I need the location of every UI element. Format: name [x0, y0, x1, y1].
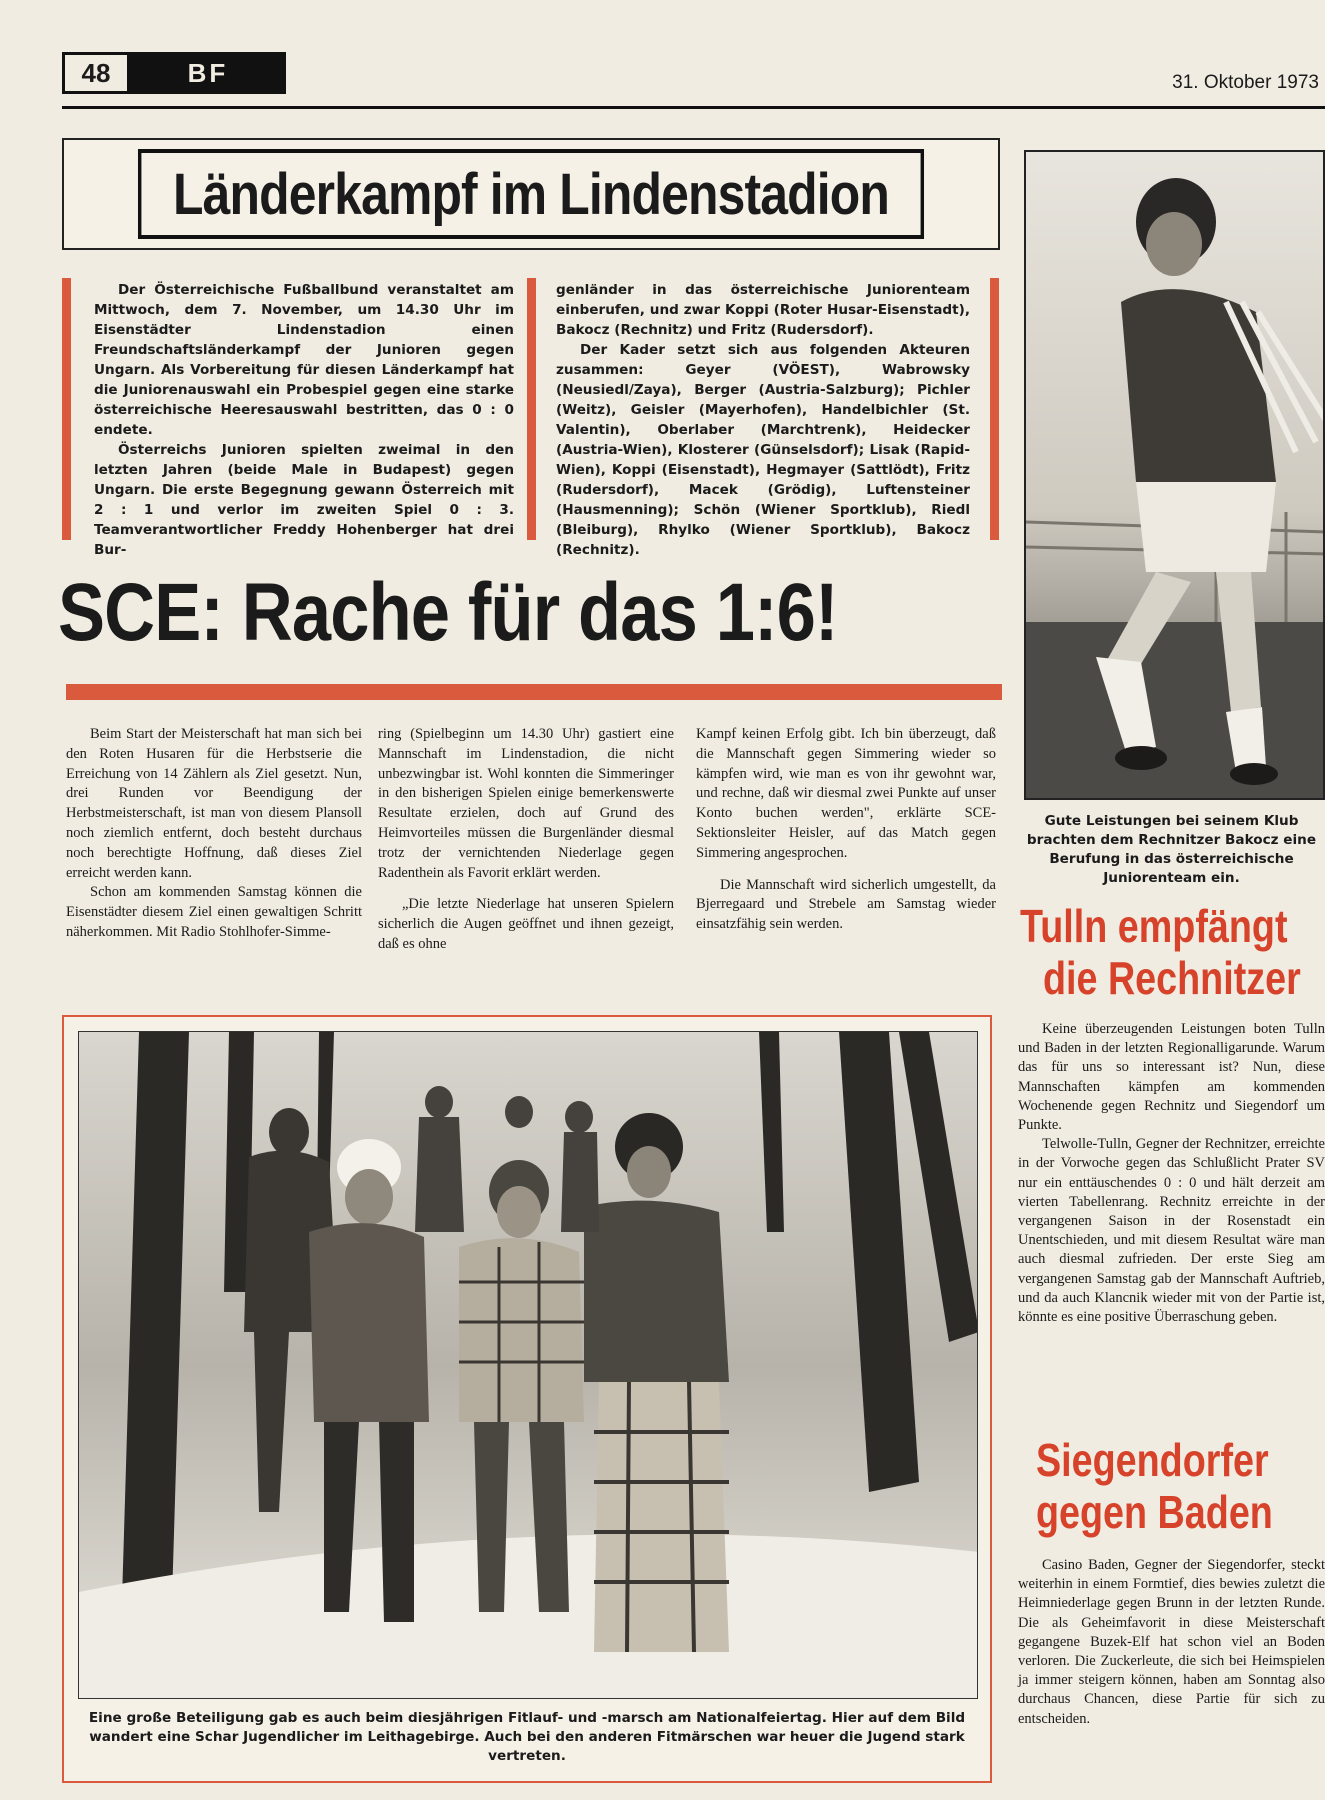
article2-column3 [696, 725, 996, 935]
red-side-bar [527, 278, 536, 540]
masthead [62, 52, 286, 94]
article1-column2 [556, 280, 970, 560]
article2-column2 [378, 725, 674, 955]
headline-box [62, 138, 1000, 250]
top-rule [62, 106, 1325, 109]
headline-tulln-line1: Tulln empfängt [1020, 900, 1288, 952]
article2-paragraph: Kampf keinen Erfolg gibt. Ich bin überzeugt, daß die Mannschaft gegen Simmering wieder so kämpfen wird, wie man es von ihr gewohnt war, und rechne, daß wir diesmal zwei Punkte auf unser Konto buchen werden", erklärte SCE-Sektionsleiter Heisler, auf das Match gegen Simmering angesprochen. [696, 726, 996, 861]
article3-paragraph: Telwolle-Tulln, Gegner der Rechnitzer, erreichte in der Vorwoche gegen das Schlußlicht Prater SV nur ein enttäuschendes 0 : 0 und hält derzeit am vierten Tabellenrang. Rechnitz erreichte in der vergangenen Saison in der Rosenstadt ein Unentschieden, und mit diesem Resultat wäre man auch diesmal zufrieden. Der erste Sieg am vergangenen Samstag gab der Mannschaft Auftrieb, und da auch Klancnik wieder mit von der Partie ist, könnte es eine positive Überraschung geben. [1018, 1136, 1325, 1326]
page-number: 48 [62, 52, 130, 94]
red-rule [66, 684, 1002, 700]
article4-paragraph: Casino Baden, Gegner der Siegendorfer, steckt weiterhin in einem Formtief, dies bewies zuletzt die Heimniederlage gegen Brunn in der letzten Runde. Die als Geheimfavorit in diese Meisterschaft gegangene Buzek-Elf hat schon viel an Boden verloren. Die Zuckerleute, die sich bei Heimspielen ja immer steigern können, haben am Sonntag also durchaus Chancen, diese Partie für sich zu entscheiden. [1018, 1557, 1325, 1727]
article4-body [1018, 1556, 1325, 1729]
article2-paragraph: Die Mannschaft wird sicherlich umgestellt, da Bjerregaard und Strebele am Samstag wieder einsatzfähig sein werden. [696, 876, 996, 933]
headline-tulln-line2: die Rechnitzer [1042, 952, 1301, 1004]
headline-tulln [1020, 900, 1325, 1012]
article2-column1 [66, 725, 362, 943]
section-label: BF [130, 52, 286, 94]
article1-paragraph: Der Österreichische Fußballbund veranstaltet am Mittwoch, dem 7. November, um 14.30 Uhr im Eisenstädter Lindenstadion einen Freundschaftsländerkampf der Junioren gegen Ungarn. Als Vorbereitung für diesen Länderkampf hat die Juniorenauswahl ein Probespiel gegen eine starke österreichische Heeresauswahl bestritten, das 0 : 0 endete. [94, 282, 514, 438]
article2-paragraph: Schon am kommenden Samstag können die Eisenstädter diesem Ziel einen gewaltigen Schritt näherkommen. Mit Radio Stohlhofer-Simme- [66, 884, 362, 940]
headline-sce: SCE: Rache für das 1:6! [58, 567, 838, 658]
headline-siegendorfer-line2: gegen Baden [1036, 1486, 1273, 1538]
red-side-bar [990, 278, 999, 540]
article3-paragraph: Keine überzeugenden Leistungen boten Tulln und Baden in der letzten Regionalligarunde. Warum das für uns so interessant ist? Nun, diese Mannschaften kämpfen am kommenden Wochenende gegen Rechnitz und Siegendorf um Punkte. [1018, 1021, 1325, 1134]
walk-caption: Eine große Beteiligung gab es auch beim diesjährigen Fitlauf- und -marsch am Nationalfeiertag. Hier auf dem Bild wandert eine Schar Jugendlicher im Leithagebirge. Auch bei den anderen Fitmärschen war heuer die Jugend stark vertreten. [88, 1710, 966, 1764]
article2-paragraph: „Die letzte Niederlage hat unseren Spielern sicherlich die Augen geöffnet und ihnen gezeigt, daß es ohne [378, 896, 674, 952]
player-caption: Gute Leistungen bei seinem Klub brachten dem Rechnitzer Bakocz eine Berufung in das österreichische Juniorenteam ein. [1026, 813, 1317, 886]
article1-paragraph: genländer in das österreichische Juniorenteam einberufen, und zwar Koppi (Roter Husar-Eisenstadt), Bakocz (Rechnitz) und Fritz (Rudersdorf). [556, 282, 970, 338]
walk-photo [78, 1031, 978, 1699]
player-image [1026, 152, 1325, 800]
walk-image [79, 1032, 978, 1699]
headline-siegendorfer-line1: Siegendorfer [1036, 1434, 1269, 1486]
article2-paragraph: ring (Spielbeginn um 14.30 Uhr) gastiert eine Mannschaft im Lindenstadion, die nicht unbezwingbar ist. Wohl konnten die Simmeringer in den bisherigen Spielen einige bemerkenswerte Resultate erzielen, doch auf Grund des Heimvorteiles müssen die Burgenländer diesmal trotz der vernichtenden Niederlage gegen Radenthein als Favorit erklärt werden. [378, 726, 674, 881]
red-side-bar [62, 278, 71, 540]
article2-paragraph: Beim Start der Meisterschaft hat man sich bei den Roten Husaren für die Herbstserie die Erreichung von 14 Zählern als Ziel gesetzt. Nun, drei Runden vor Beendigung der Herbstmeisterschaft, ist man von diesem Plansoll noch ziemlich entfernt, doch besteht durchaus noch berechtigte Hoffnung, daß dieses Ziel erreicht werden kann. [66, 726, 362, 881]
article1-column1 [94, 280, 514, 560]
article3-body [1018, 1020, 1325, 1327]
walk-photo-frame [62, 1015, 992, 1783]
issue-date: 31. Oktober 1973 [1172, 72, 1319, 93]
headline-laenderkampf: Länderkampf im Lindenstadion [138, 149, 924, 239]
headline-siegendorfer [1036, 1434, 1325, 1546]
article1-paragraph: Österreichs Junioren spielten zweimal in den letzten Jahren (beide Male in Budapest) gegen Ungarn. Die erste Begegnung gewann Österreich mit 2 : 1 und verlor im zweiten Spiel 0 : 3. Teamverantwortlicher Freddy Hohenberger hat drei Bur- [94, 442, 514, 558]
player-photo [1024, 150, 1325, 800]
article1-paragraph: Der Kader setzt sich aus folgenden Akteuren zusammen: Geyer (VÖEST), Wabrowsky (Neusiedl/Zaya), Berger (Austria-Salzburg); Pichler (Weitz), Geisler (Mayerhofen), Handelbichler (St. Valentin), Oberlaber (Marchtrenk), Heidecker (Austria-Wien), Klosterer (Günselsdorf); Lisak (Rapid-Wien), Koppi (Eisenstadt), Hegmayer (Sattlödt), Fritz (Rudersdorf), Macek (Grödig), Luftensteiner (Hausmenning); Schön (Wiener Sportklub), Riedl (Bleiburg), Rhylko (Wiener Sportklub), Bakocz (Rechnitz). [556, 342, 970, 558]
